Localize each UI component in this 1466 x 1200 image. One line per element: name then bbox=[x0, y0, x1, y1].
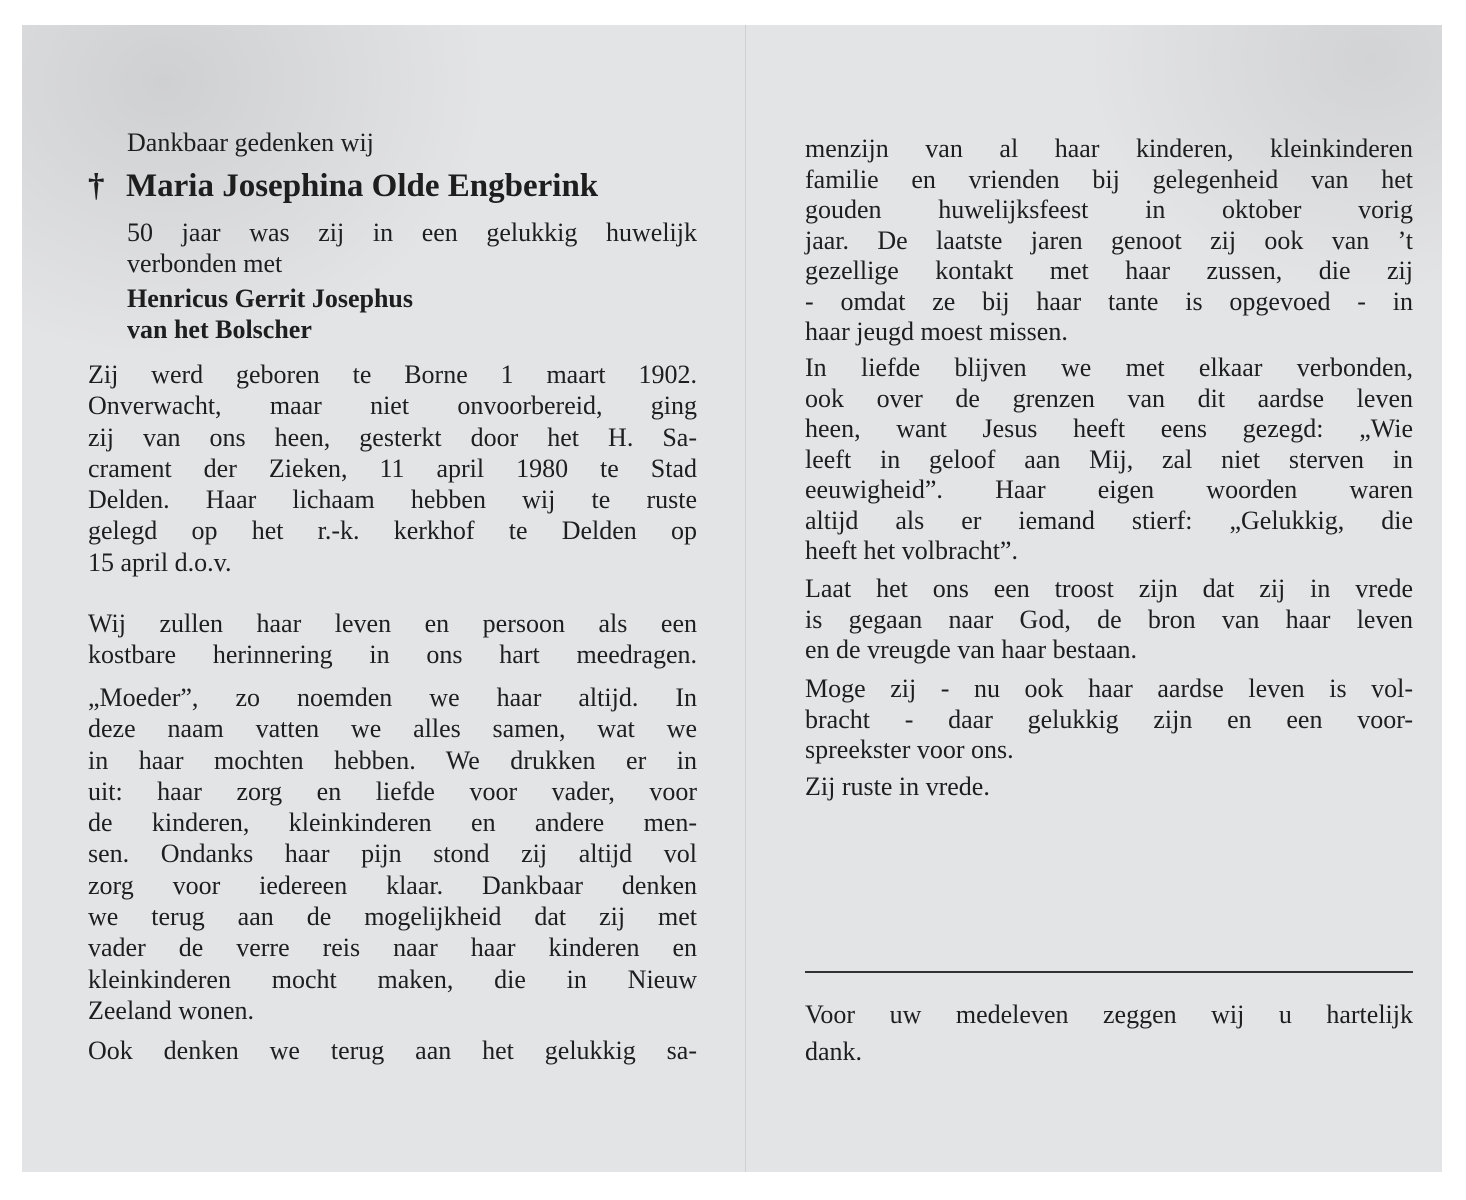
divider-rule bbox=[805, 971, 1413, 973]
card-fold-line bbox=[745, 25, 746, 1172]
text-line: Zij ruste in vrede. bbox=[805, 772, 990, 801]
deceased-name bbox=[88, 168, 598, 205]
text-line: zij van ons heen, gesterkt door het H. Sa- bbox=[88, 422, 697, 452]
text-line: leeft in geloof aan Mij, zal niet sterven in bbox=[805, 444, 1413, 474]
text-line: - omdat ze bij haar tante is opgevoed - in bbox=[805, 286, 1413, 316]
marriage-line-1: 50 jaar was zij in een gelukkig huwelijk bbox=[127, 218, 697, 247]
text-line: kleinkinderen mocht maken, die in Nieuw bbox=[88, 964, 697, 994]
text-line: we terug aan de mogelijkheid dat zij met bbox=[88, 902, 697, 932]
text-line: familie en vrienden bij gelegenheid van het bbox=[805, 164, 1413, 194]
text-line: menzijn van al haar kinderen, kleinkinderen bbox=[805, 134, 1413, 163]
text-line: Delden. Haar lichaam hebben wij te ruste bbox=[88, 485, 697, 515]
text-line: en de vreugde van haar bestaan. bbox=[805, 635, 1138, 664]
text-line: Zij werd geboren te Borne 1 maart 1902. bbox=[88, 360, 697, 389]
paragraph bbox=[88, 359, 697, 578]
paragraph bbox=[805, 772, 1413, 803]
paragraph bbox=[88, 608, 697, 671]
text-line: 15 april d.o.v. bbox=[88, 547, 232, 577]
closing-line: dank. bbox=[805, 1037, 863, 1066]
text-line: Onverwacht, maar niet onvoorbereid, ging bbox=[88, 391, 697, 421]
closing-thanks bbox=[805, 996, 1413, 1070]
text-line: gouden huwelijksfeest in oktober vorig bbox=[805, 195, 1413, 224]
paragraph bbox=[805, 674, 1413, 766]
text-line: ook over de grenzen van dit aardse leven bbox=[805, 383, 1413, 413]
text-line: de kinderen, kleinkinderen en andere men- bbox=[88, 808, 697, 838]
text-line: heen, want Jesus heeft eens gezegd: „Wie bbox=[805, 414, 1413, 443]
text-line: Ook denken we terug aan het gelukkig sa- bbox=[88, 1036, 697, 1065]
text-line: Wij zullen haar leven en persoon als een bbox=[88, 609, 697, 638]
text-line: eeuwigheid”. Haar eigen woorden waren bbox=[805, 475, 1413, 504]
cross-icon: † bbox=[88, 168, 105, 204]
text-line: Laat het ons een troost zijn dat zij in vrede bbox=[805, 574, 1413, 603]
husband-name-line-2: van het Bolscher bbox=[127, 315, 312, 344]
text-line: heeft het volbracht”. bbox=[805, 536, 1018, 565]
text-line: zorg voor iedereen klaar. Dankbaar denken bbox=[88, 870, 697, 900]
text-line: crament der Zieken, 11 april 1980 te Stad bbox=[88, 453, 697, 483]
text-line: haar jeugd moest missen. bbox=[805, 317, 1068, 346]
text-line: vader de verre reis naar haar kinderen en bbox=[88, 933, 697, 963]
paragraph bbox=[805, 353, 1413, 567]
text-line: deze naam vatten we alles samen, wat we bbox=[88, 714, 697, 744]
paragraph bbox=[805, 134, 1413, 348]
husband-name-line-1: Henricus Gerrit Josephus bbox=[127, 284, 413, 313]
text-line: sen. Ondanks haar pijn stond zij altijd vol bbox=[88, 839, 697, 869]
text-line: jaar. De laatste jaren genoot zij ook van ’t bbox=[805, 225, 1413, 255]
text-line: is gegaan naar God, de bron van haar leven bbox=[805, 604, 1413, 634]
paragraph bbox=[88, 1035, 697, 1066]
text-line: uit: haar zorg en liefde voor vader, voor bbox=[88, 776, 697, 806]
text-line: gezellige kontakt met haar zussen, die zij bbox=[805, 256, 1413, 285]
text-line: spreekster voor ons. bbox=[805, 735, 1014, 764]
text-line: Zeeland wonen. bbox=[88, 995, 255, 1025]
text-line: Moge zij - nu ook haar aardse leven is vol- bbox=[805, 674, 1413, 703]
text-line: kostbare herinnering in ons hart meedragen. bbox=[88, 640, 697, 670]
marriage-line-2: verbonden met bbox=[127, 249, 283, 278]
text-line: In liefde blijven we met elkaar verbonden, bbox=[805, 353, 1413, 382]
text-line: in haar mochten hebben. We drukken er in bbox=[88, 745, 697, 775]
text-line: gelegd op het r.-k. kerkhof te Delden op bbox=[88, 516, 697, 546]
text-line: „Moeder”, zo noemden we haar altijd. In bbox=[88, 683, 697, 712]
deceased-name-text: Maria Josephina Olde Engberink bbox=[126, 168, 599, 204]
text-line: altijd als er iemand stierf: „Gelukkig, die bbox=[805, 505, 1413, 535]
paragraph bbox=[805, 574, 1413, 666]
closing-line: Voor uw medeleven zeggen wij u hartelijk bbox=[805, 1000, 1413, 1029]
paragraph bbox=[88, 682, 697, 1026]
intro-text: Dankbaar gedenken wij bbox=[127, 128, 374, 157]
text-line: bracht - daar gelukkig zijn en een voor- bbox=[805, 704, 1413, 734]
